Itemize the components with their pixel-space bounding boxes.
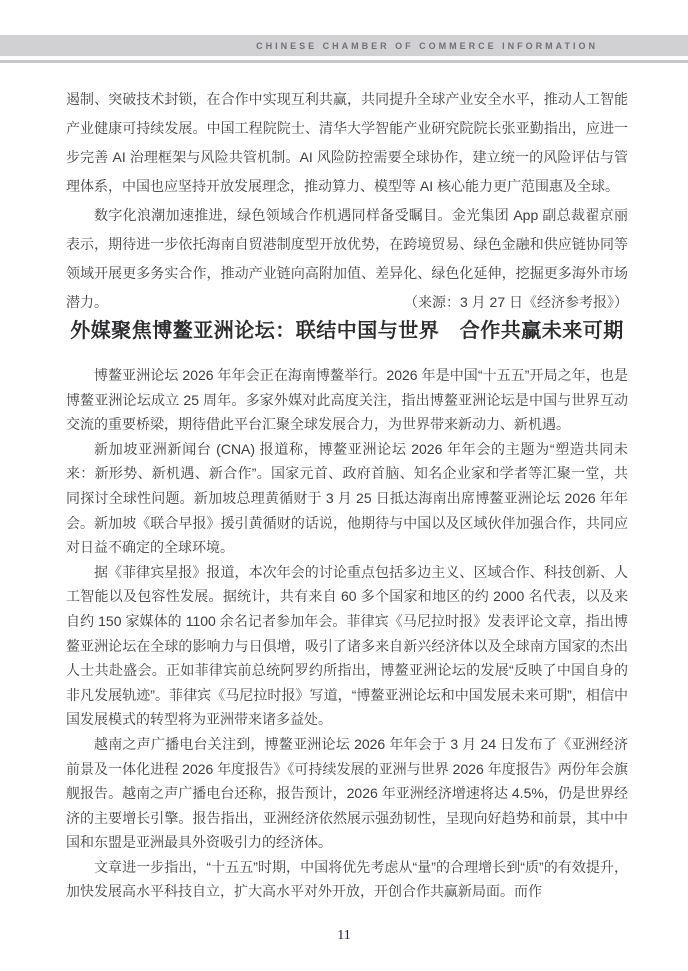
main-article-paragraph-5: 文章进一步指出，“十五五”时期，中国将优先考虑从“量”的合理增长到“质”的有效提升，加快发展高水平科技自立，扩大高水平对外开放，开创合作共赢新局面。而作 [66,858,628,900]
page-header [0,35,688,63]
article-title: 外媒聚焦博鳌亚洲论坛：联结中国与世界 合作共赢未来可期 [70,320,624,342]
prev-article-paragraph-2 [66,201,628,317]
main-article-paragraph-3: 据《菲律宾星报》报道，本次年会的讨论重点包括多边主义、区域合作、科技创新、人工智能以及包容性发展。据统计，共有来自 60 多个国家和地区的约 2000 名代表，以及来自约 150 家媒体的 1100 余名记者参加年会。菲律宾《马尼拉时报》发表评论文章，指出博鳌亚洲论坛在全球的影响力与日俱增，吸引了诸多来自新兴经济体以及全球南方国家的杰出人士共赴盛会。正如菲律宾前总统阿罗约所指出，博鳌亚洲论坛的发展“反映了中国自身的非凡发展轨迹”。菲律宾《马尼拉时报》写道，“博鳌亚洲论坛和中国发展未来可期”，相信中国发展模式的转型将为亚洲带来诸多益处。 [66,563,628,728]
main-article-paragraph-2: 新加坡亚洲新闻台 (CNA) 报道称，博鳌亚洲论坛 2026 年年会的主题为“塑造共同未来：新形势、新机遇、新合作”。国家元首、政府首脑、知名企业家和学者等汇聚一堂，共同探讨全球性问题。新加坡总理黄循财于 3 月 25 日抵达海南出席博鳌亚洲论坛 2026 年年会。新加坡《联合早报》援引黄循财的话说，他期待与中国以及区域伙伴加强合作，共同应对日益不确定的全球环境。 [66,440,628,556]
masthead-text: CHINESE CHAMBER OF COMMERCE INFORMATION [256,40,598,51]
main-article-paragraph-4: 越南之声广播电台关注到，博鳌亚洲论坛 2026 年年会于 3 月 24 日发布了《亚洲经济前景及一体化进程 2026 年度报告》《可持续发展的亚洲与世界 2026 年度报告》两份年会旗舰报告。越南之声广播电台还称，报告预计，2026 年亚洲经济增速将达 4.5%，仍是世界经济的主要增长引擎。报告指出，亚洲经济依然展示强劲韧性，呈现向好趋势和前景，其中中国和东盟是亚洲最具外资吸引力的经济体。 [66,735,628,851]
prev-article-paragraph-2-text: 数字化浪潮加速推进，绿色领域合作机遇同样备受瞩目。金光集团 App 副总裁翟京丽表示，期待进一步依托海南自贸港制度型开放优势，在跨境贸易、绿色金融和供应链协同等领域开展更多务实合作，推动产业链向高附加值、差异化、绿色化延伸，挖掘更多海外市场潜力。 [66,207,628,310]
main-article-paragraph-1: 博鳌亚洲论坛 2026 年年会正在海南博鳌举行。2026 年是中国“十五五”开局之年，也是博鳌亚洲论坛成立 25 周年。多家外媒对此高度关注，指出博鳌亚洲论坛是中国与世界互动交流的重要桥梁，期待借此平台汇聚全球发展合力，为世界带来新动力、新机遇。 [66,367,628,433]
page-number: 11 [337,928,351,943]
source-citation: （来源：3 月 27 日《经济参考报》） [403,294,628,310]
masthead-band [0,35,688,56]
prev-article-paragraph-1: 遏制、突破技术封锁，在合作中实现互利共赢，共同提升全球产业安全水平，推动人工智能产业健康可持续发展。中国工程院院士、清华大学智能产业研究院院长张亚勤指出，应进一步完善 AI 治理框架与风险共管机制。AI 风险防控需要全球协作，建立统一的风险评估与管理体系，中国也应坚持开放发展理念，推动算力、模型等 AI 核心能力更广范围惠及全球。 [66,91,628,194]
page-content [0,63,688,904]
